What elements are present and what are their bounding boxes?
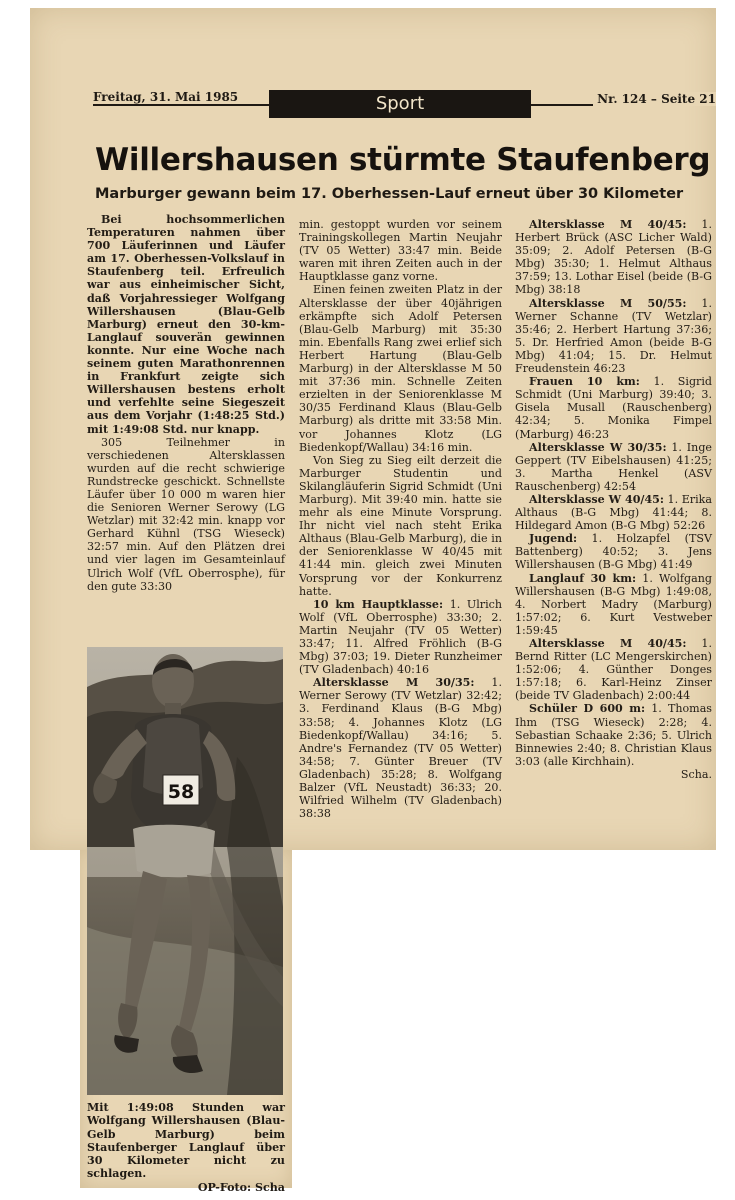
result-entry: [515, 637, 712, 702]
runner-photo: [87, 647, 283, 1095]
result-entry: [515, 572, 712, 637]
headline: Willershausen stürmte Staufenberg: [95, 142, 711, 178]
body-paragraph: Von Sieg zu Sieg eilt derzeit die Marburger Studentin und Skilangläuferin Sigrid Schmidt (Uni Marburg). Mit 39:40 min. hatte sie mehr als eine Minute Vorsprung. Ihr nicht viel nach steht Erika Althaus (Blau-Gelb Marburg), die in der Seniorenklasse W 40/45 mit 41:44 min. gleich zwei Minuten Vorsprung vor der Konkurrenz hatte.: [299, 453, 502, 598]
masthead: [93, 88, 716, 120]
bib-number: 58: [167, 781, 195, 803]
result-entry: [515, 297, 712, 376]
photo-caption: [87, 1101, 285, 1194]
section-label: Sport: [269, 90, 531, 118]
column-3: [515, 218, 712, 781]
result-heading: Altersklasse M 40/45:: [529, 637, 687, 650]
result-entry: [515, 218, 712, 297]
result-heading: 10 km Hauptklasse:: [313, 597, 444, 611]
result-entry: [299, 598, 502, 677]
result-text: 1. Ulrich Wolf (VfL Oberrosphe) 33:30; 2. Martin Neujahr (TV 05 Wetter) 33:47; 11. Alfred Fröhlich (B-G Mbg) 37:03; 19. Dieter Runzheimer (TV Gladenbach) 40:16: [299, 597, 502, 677]
result-heading: Schüler D 600 m:: [529, 702, 646, 716]
result-heading: Altersklasse M 30/35:: [313, 676, 475, 690]
result-entry: [299, 676, 502, 820]
result-entry: [515, 375, 712, 440]
result-text: 1. Inge Geppert (TV Eibelshausen) 41:25; 3. Martha Henkel (ASV Rauschenberg) 42:54: [515, 440, 712, 493]
result-entry: [515, 493, 712, 532]
result-text: 1. Sigrid Schmidt (Uni Marburg) 39:40; 3. Gisela Musall (Rauschenberg) 42:34; 5. Monika Fimpel (Marburg) 46:23: [515, 375, 712, 441]
result-text: 1. Thomas Ihm (TSG Wieseck) 2:28; 4. Sebastian Schaake 2:36; 5. Ulrich Binnewies 2:40; 8. Christian Klaus 3:03 (alle Kirchhain).: [515, 702, 713, 768]
result-text: 1. Bernd Ritter (LC Mengerskirchen) 1:52:06; 4. Günther Donges 1:57:18; 6. Karl-Heinz Zinser (beide TV Gladenbach) 2:00:44: [515, 637, 712, 703]
subheadline: Marburger gewann beim 17. Oberhessen-Lauf erneut über 30 Kilometer: [95, 186, 684, 202]
body-paragraph: 305 Teilnehmer in verschiedenen Altersklassen wurden auf die recht schwierige Rundstrecke geschickt. Schnellste Läufer über 10 000 m waren hier die Senioren Werner Serowy (LG Wetzlar) mit 32:42 min. knapp vor Gerhard Kühnl (TSG Wieseck) 32:57 min. Auf den Plätzen drei und vier lagen im Gesamteinlauf Ulrich Wolf (VfL Oberrosphe), für den gute 33:30: [87, 435, 285, 593]
column-2: [299, 218, 502, 820]
result-heading: Altersklasse W 40/45:: [529, 492, 664, 506]
result-text: 1. Wolfgang Willershausen (B-G Mbg) 1:49:08, 4. Norbert Madry (Marburg) 1:57:02; 6. Kurt Vestweber 1:59:45: [515, 571, 712, 637]
column-1: [87, 213, 285, 593]
result-text: 1. Werner Schanne (TV Wetzlar) 35:46; 2. Herbert Hartung 37:36; 5. Dr. Herfried Amon (beide B-G Mbg) 41:04; 15. Dr. Helmut Freudenstein 46:23: [515, 296, 712, 376]
result-entry: [515, 702, 712, 767]
result-entry: [515, 441, 712, 493]
result-text: 1. Werner Serowy (TV Wetzlar) 32:42; 3. Ferdinand Klaus (B-G Mbg) 33:58; 4. Johannes Klotz (LG Biedenkopf/Wallau) 34:16; 5. Andre's Fernandez (TV 05 Wetter) 34:58; 7. Günter Breuer (TV Gladenbach) 35:28; 8. Wolfgang Balzer (VfL Neustadt) 36:33; 20. Wilfried Wilhelm (TV Gladenbach) 38:38: [299, 676, 502, 821]
runner-photo-illustration: [87, 647, 283, 1095]
result-entry: [515, 532, 712, 571]
result-text: 1. Holzapfel (TSV Battenberg) 40:52; 3. Jens Willershausen (B-G Mbg) 41:49: [515, 532, 712, 572]
result-heading: Altersklasse M 40/45:: [529, 218, 687, 231]
result-heading: Altersklasse M 50/55:: [529, 296, 687, 310]
masthead-issue: Nr. 124 – Seite 21: [593, 92, 716, 106]
photo-caption-text: Mit 1:49:08 Stunden war Wolfgang Willershausen (Blau-Gelb Marburg) beim Staufenberger Langlauf über 30 Kilometer nicht zu schlagen.: [87, 1101, 285, 1181]
body-paragraph: Einen feinen zweiten Platz in der Altersklasse der über 40jährigen erkämpfte sich Adolf Petersen (Blau-Gelb Marburg) mit 35:30 min. Ebenfalls Rang zwei erlief sich Herbert Hartung (Blau-Gelb Marburg) in der Altersklasse M 50 mit 37:36 min. Schnelle Zeiten erzielten in der Seniorenklasse M 30/35 Ferdinand Klaus (Blau-Gelb Marburg) als dritte mit 33:58 Min. vor Johannes Klotz (LG Biedenkopf/Wallau) 34:16 min.: [299, 283, 502, 454]
photo-credit: OP-Foto: Scha: [197, 1180, 285, 1194]
result-heading: Altersklasse W 30/35:: [529, 440, 667, 454]
lead-paragraph: Bei hochsommerlichen Temperaturen nahmen über 700 Läuferinnen und Läufer am 17. Oberhessen-Volkslauf in Staufenberg teil. Erfreulich war aus einheimischer Sicht, daß Vorjahressieger Wolfgang Willershausen (Blau-Gelb Marburg) erneut den 30-km-Langlauf souverän gewinnen konnte. Nur eine Woche nach seinem guten Marathonrennen in Frankfurt zeigte sich Willershausen bestens erholt und verfehlte seine Siegeszeit aus dem Vorjahr (1:48:25 Std.) mit 1:49:08 Std. nur knapp.: [87, 213, 285, 436]
masthead-date: Freitag, 31. Mai 1985: [93, 90, 239, 104]
result-heading: Jugend:: [529, 532, 578, 546]
result-text: 1. Erika Althaus (B-G Mbg) 41:44; 8. Hildegard Amon (B-G Mbg) 52:26: [515, 492, 712, 533]
result-heading: Langlauf 30 km:: [529, 571, 637, 585]
result-text: 1. Herbert Brück (ASC Licher Wald) 35:09; 2. Adolf Petersen (B-G Mbg) 35:30; 1. Helmut Althaus 37:59; 13. Lothar Eisel (beide (B-G Mbg) 38:18: [515, 218, 712, 297]
body-paragraph: min. gestoppt wurden vor seinem Trainingskollegen Martin Neujahr (TV 05 Wetter) 33:47 min. Beide waren mit ihren Zeiten auch in der Hauptklasse ganz vorne.: [299, 218, 502, 284]
result-heading: Frauen 10 km:: [529, 375, 640, 389]
author-signature: Scha.: [680, 767, 712, 781]
